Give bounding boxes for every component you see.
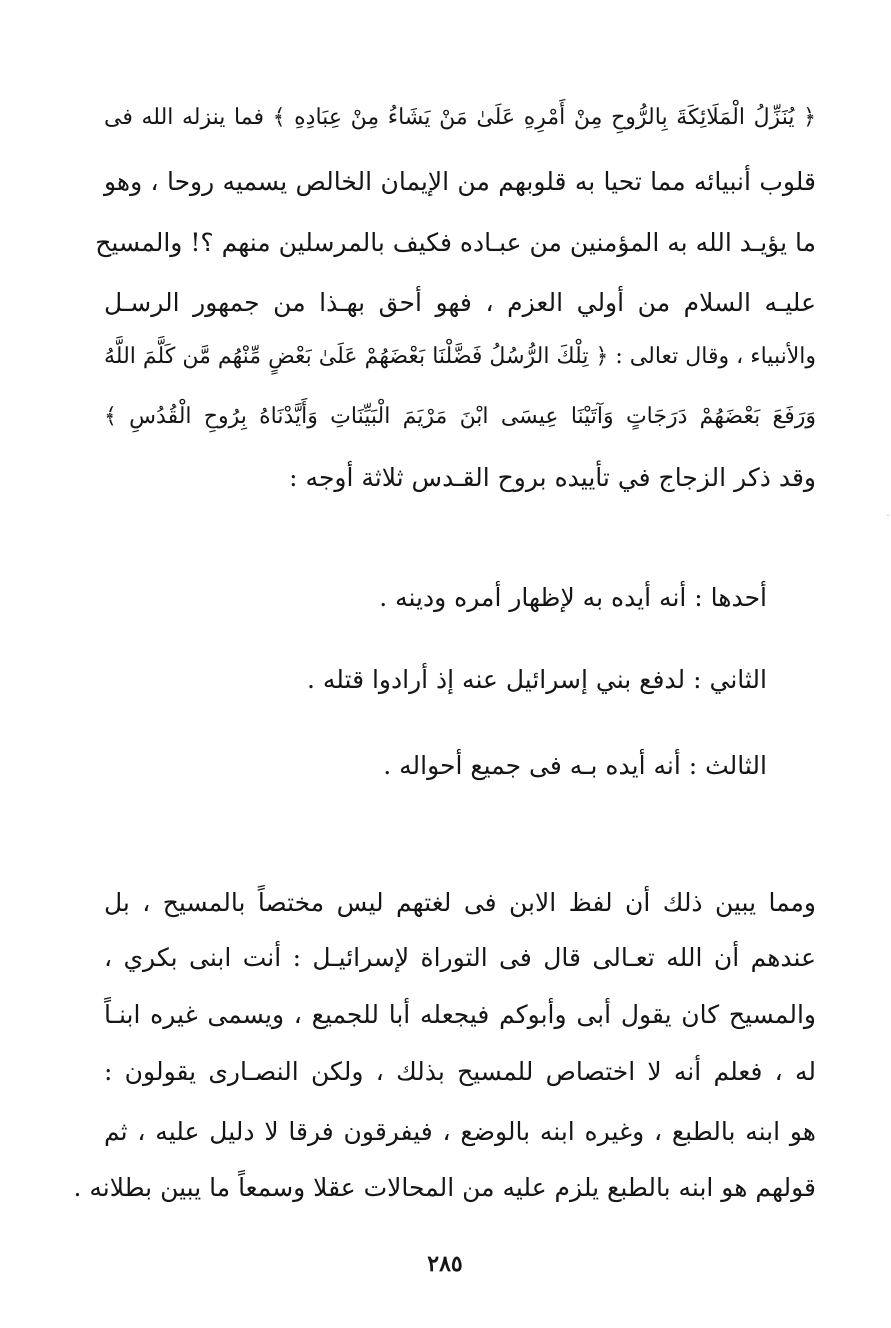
text-line: ما يؤيـد الله به المؤمنين من عبـاده فكيف بالمرسلين منهم ؟! والمسيح xyxy=(95,228,816,257)
list-item: الثالث : أنه أيده بـه فى جميع أحواله . xyxy=(383,751,767,780)
text-line: والمسيح كان يقول أبى وأبوكم فيجعله أبا للجميع ، ويسمى غيره ابنـاً xyxy=(104,1000,816,1029)
text-line: ومما يبين ذلك أن لفظ الابن فى لغتهم ليس مختصاً بالمسيح ، بل xyxy=(104,888,816,917)
text-line: والأنبياء ، وقال تعالى : ﴿ تِلْكَ الرُّسُلُ فَضَّلْنَا بَعْضَهُمْ عَلَىٰ بَعْضٍ مِّنْهُم مَّن كَلَّمَ اللَّهُ xyxy=(104,344,816,369)
text-line: قولهم هو ابنه بالطبع يلزم عليه من المحالات عقلا وسمعاً ما يبين بطلانه . xyxy=(73,1173,816,1202)
text-line: وَرَفَعَ بَعْضَهُمْ دَرَجَاتٍ وَآتَيْنَا عِيسَى ابْنَ مَرْيَمَ الْبَيِّنَاتِ وَأَيَّدْنَاهُ بِرُوحِ الْقُدُسِ ﴾ xyxy=(104,404,816,429)
text-line: هو ابنه بالطبع ، وغيره ابنه بالوضع ، فيفرقون فرقا لا دليل عليه ، ثم xyxy=(104,1117,816,1146)
text-line: قلوب أنبيائه مما تحيا به قلوبهم من الإيمان الخالص يسميه روحا ، وهو xyxy=(104,167,816,196)
text-line: عليـه السلام من أولي العزم ، فهو أحق بهـذا من جمهور الرسـل xyxy=(104,288,816,317)
text-line: عندهم أن الله تعـالى قال فى التوراة لإسرائيـل : أنت ابنى بكري ، xyxy=(104,943,816,972)
list-item: الثاني : لدفع بني إسرائيل عنه إذ أرادوا قتله . xyxy=(306,665,767,694)
text-line: له ، فعلم أنه لا اختصاص للمسيح بذلك ، ولكن النصـارى يقولون : xyxy=(104,1057,816,1086)
text-line: وقد ذكر الزجاج في تأييده بروح القـدس ثلاثة أوجه : xyxy=(289,463,816,492)
page-number: ٢٨٥ xyxy=(427,1251,463,1277)
list-item: أحدها : أنه أيده به لإظهار أمره ودينه . xyxy=(379,583,767,612)
text-line: ﴿ يُنَزِّلُ الْمَلَائِكَةَ بِالرُّوحِ مِنْ أَمْرِهِ عَلَىٰ مَنْ يَشَاءُ مِنْ عِبَادِهِ ﴾ فما ينزله الله فى xyxy=(104,105,816,130)
scan-edge-mark xyxy=(887,515,889,516)
